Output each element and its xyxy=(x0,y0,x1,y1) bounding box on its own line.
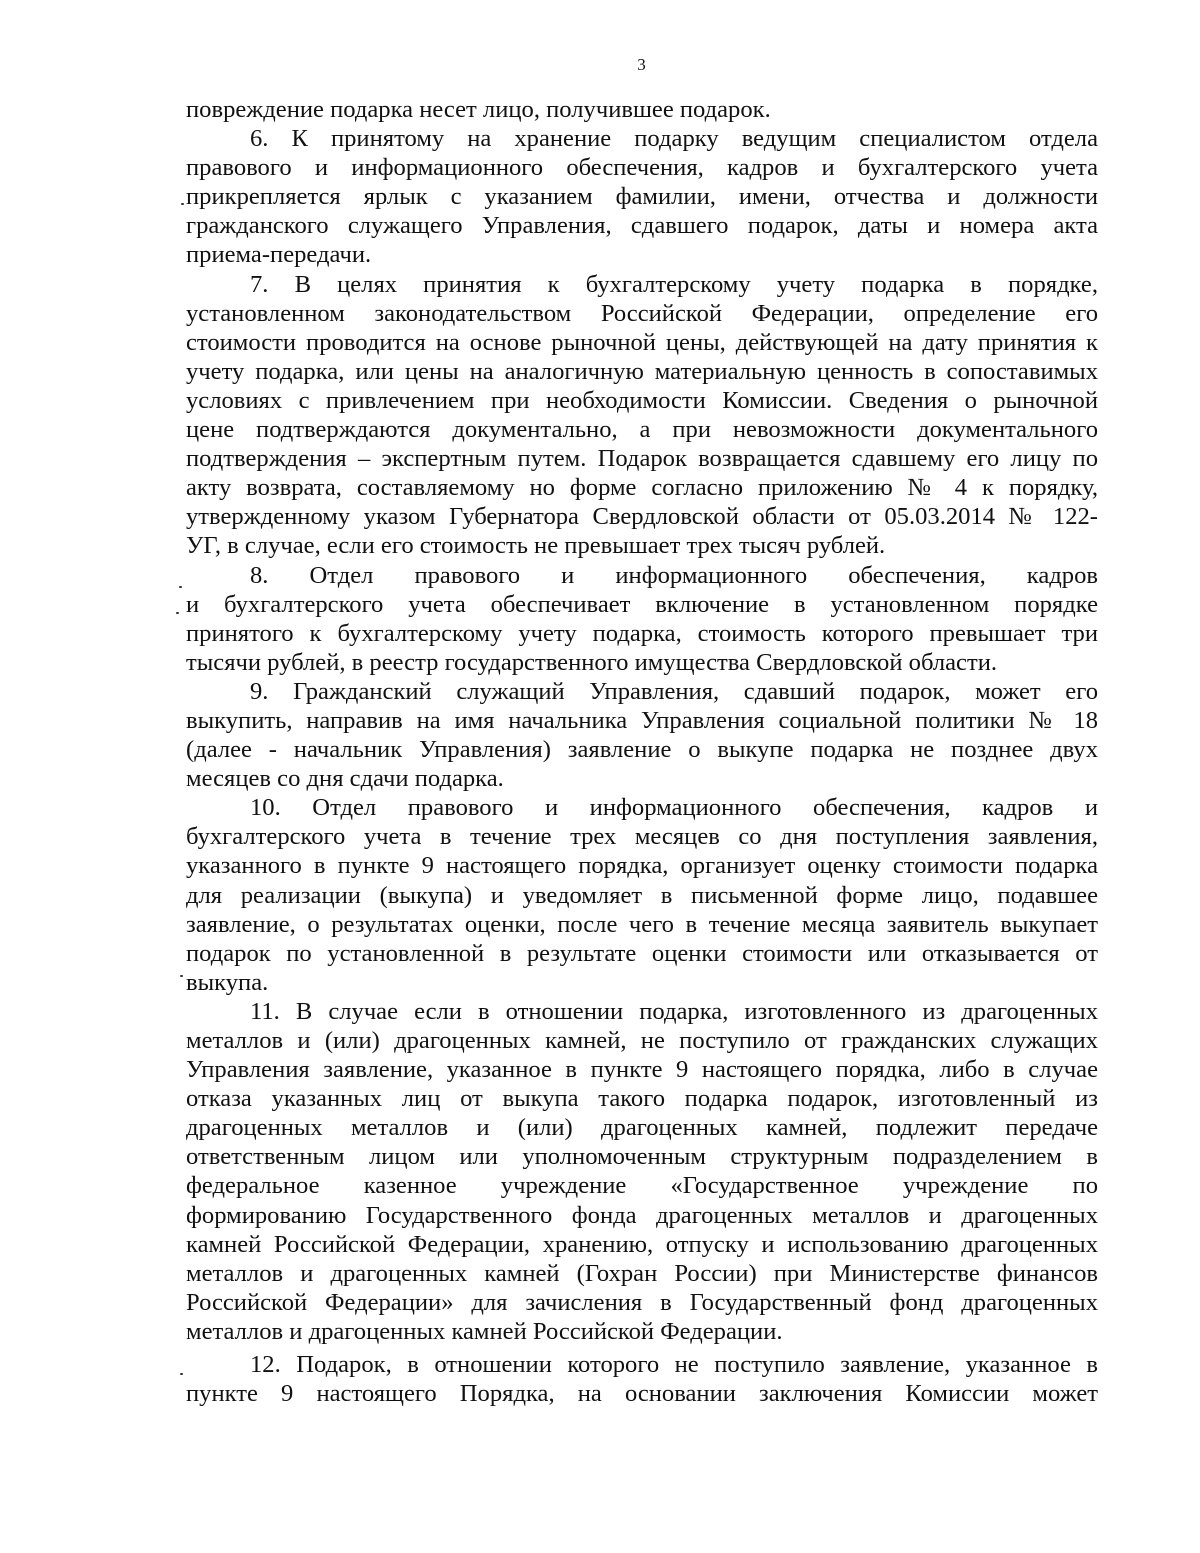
scan-speck xyxy=(180,975,183,977)
text-line: подарок по установленной в результате оценки стоимости или отказывается от xyxy=(186,939,1098,967)
text-line: месяцев со дня сдачи подарка. xyxy=(186,765,504,793)
text-line: формированию Государственного фонда драгоценных металлов и драгоценных xyxy=(186,1201,1098,1229)
scan-speck xyxy=(181,203,184,205)
text-line: правового и информационного обеспечения, кадров и бухгалтерского учета xyxy=(186,154,1098,182)
text-line: 11. В случае если в отношении подарка, изготовленного из драгоценных xyxy=(250,997,1098,1025)
text-line: указанного в пункте 9 настоящего порядка, организует оценку стоимости подарка xyxy=(186,852,1098,880)
text-line: камней Российской Федерации, хранению, отпуску и использованию драгоценных xyxy=(186,1230,1098,1258)
scan-speck xyxy=(179,586,182,588)
text-line: драгоценных металлов и (или) драгоценных камней, подлежит передаче xyxy=(186,1114,1098,1142)
text-line: Российской Федерации» для зачисления в Государственный фонд драгоценных xyxy=(186,1288,1098,1316)
text-line: условиях с привлечением при необходимости Комиссии. Сведения о рыночной xyxy=(186,386,1098,414)
text-line: выкупить, направив на имя начальника Управления социальной политики № 18 xyxy=(186,706,1098,734)
text-line: установленном законодательством Российской Федерации, определение его xyxy=(186,299,1098,327)
text-line: выкупа. xyxy=(186,968,269,996)
text-line: прикрепляется ярлык с указанием фамилии, имени, отчества и должности xyxy=(186,183,1098,211)
page-number: 3 xyxy=(637,55,646,74)
text-line: заявление, о результатах оценки, после чего в течение месяца заявитель выкупает xyxy=(186,910,1098,938)
text-line: учету подарка, или цены на аналогичную материальную ценность в сопоставимых xyxy=(186,357,1098,385)
text-line: 10. Отдел правового и информационного обеспечения, кадров и xyxy=(250,794,1098,822)
text-line: (далее - начальник Управления) заявление о выкупе подарка не позднее двух xyxy=(186,736,1098,764)
text-line: ответственным лицом или уполномоченным структурным подразделением в xyxy=(186,1143,1098,1171)
text-line: 6. К принятому на хранение подарку ведущим специалистом отдела xyxy=(250,125,1098,153)
text-line: 12. Подарок, в отношении которого не поступило заявление, указанное в xyxy=(250,1351,1098,1379)
text-line: утвержденному указом Губернатора Свердловской области от 05.03.2014 № 122- xyxy=(186,503,1098,531)
text-line: пункте 9 настоящего Порядка, на основании заключения Комиссии может xyxy=(186,1380,1098,1408)
text-line: и бухгалтерского учета обеспечивает включение в установленном порядке xyxy=(186,590,1098,618)
document-body xyxy=(186,95,1098,1408)
text-line: цене подтверждаются документально, а при невозможности документального xyxy=(186,416,1098,444)
text-line: Управления заявление, указанное в пункте 9 настоящего порядка, либо в случае xyxy=(186,1056,1098,1084)
text-line: отказа указанных лиц от выкупа такого подарка подарок, изготовленный из xyxy=(186,1085,1098,1113)
text-line: 9. Гражданский служащий Управления, сдавший подарок, может его xyxy=(250,677,1098,705)
text-line: металлов и драгоценных камней (Гохран России) при Министерстве финансов xyxy=(186,1259,1098,1287)
text-line: бухгалтерского учета в течение трех месяцев со дня поступления заявления, xyxy=(186,823,1098,851)
text-line: повреждение подарка несет лицо, получившее подарок. xyxy=(186,96,771,123)
text-line: федеральное казенное учреждение «Государственное учреждение по xyxy=(186,1172,1098,1200)
text-line: 7. В целях принятия к бухгалтерскому учету подарка в порядке, xyxy=(250,270,1098,298)
text-line: тысячи рублей, в реестр государственного имущества Свердловской области. xyxy=(186,648,998,676)
text-line: приема-передачи. xyxy=(186,241,372,269)
text-line: металлов и (или) драгоценных камней, не поступило от гражданских служащих xyxy=(186,1027,1098,1054)
text-line: принятого к бухгалтерскому учету подарка, стоимость которого превышает три xyxy=(186,619,1098,647)
text-line: 8. Отдел правового и информационного обеспечения, кадров xyxy=(250,561,1098,589)
scan-speck xyxy=(176,612,179,614)
text-line: акту возврата, составляемому но форме согласно приложению № 4 к порядку, xyxy=(186,474,1098,502)
text-line: УГ, в случае, если его стоимость не превышает трех тысяч рублей. xyxy=(186,532,886,560)
text-line: гражданского служащего Управления, сдавшего подарок, даты и номера акта xyxy=(186,212,1098,240)
scan-speck xyxy=(180,1373,183,1375)
text-line: подтверждения – экспертным путем. Подарок возвращается сдавшему его лицу по xyxy=(186,445,1098,473)
text-line: для реализации (выкупа) и уведомляет в письменной форме лицо, подавшее xyxy=(186,881,1098,909)
text-line: металлов и драгоценных камней Российской Федерации. xyxy=(186,1317,783,1345)
text-line: стоимости проводится на основе рыночной цены, действующей на дату принятия к xyxy=(186,328,1098,356)
